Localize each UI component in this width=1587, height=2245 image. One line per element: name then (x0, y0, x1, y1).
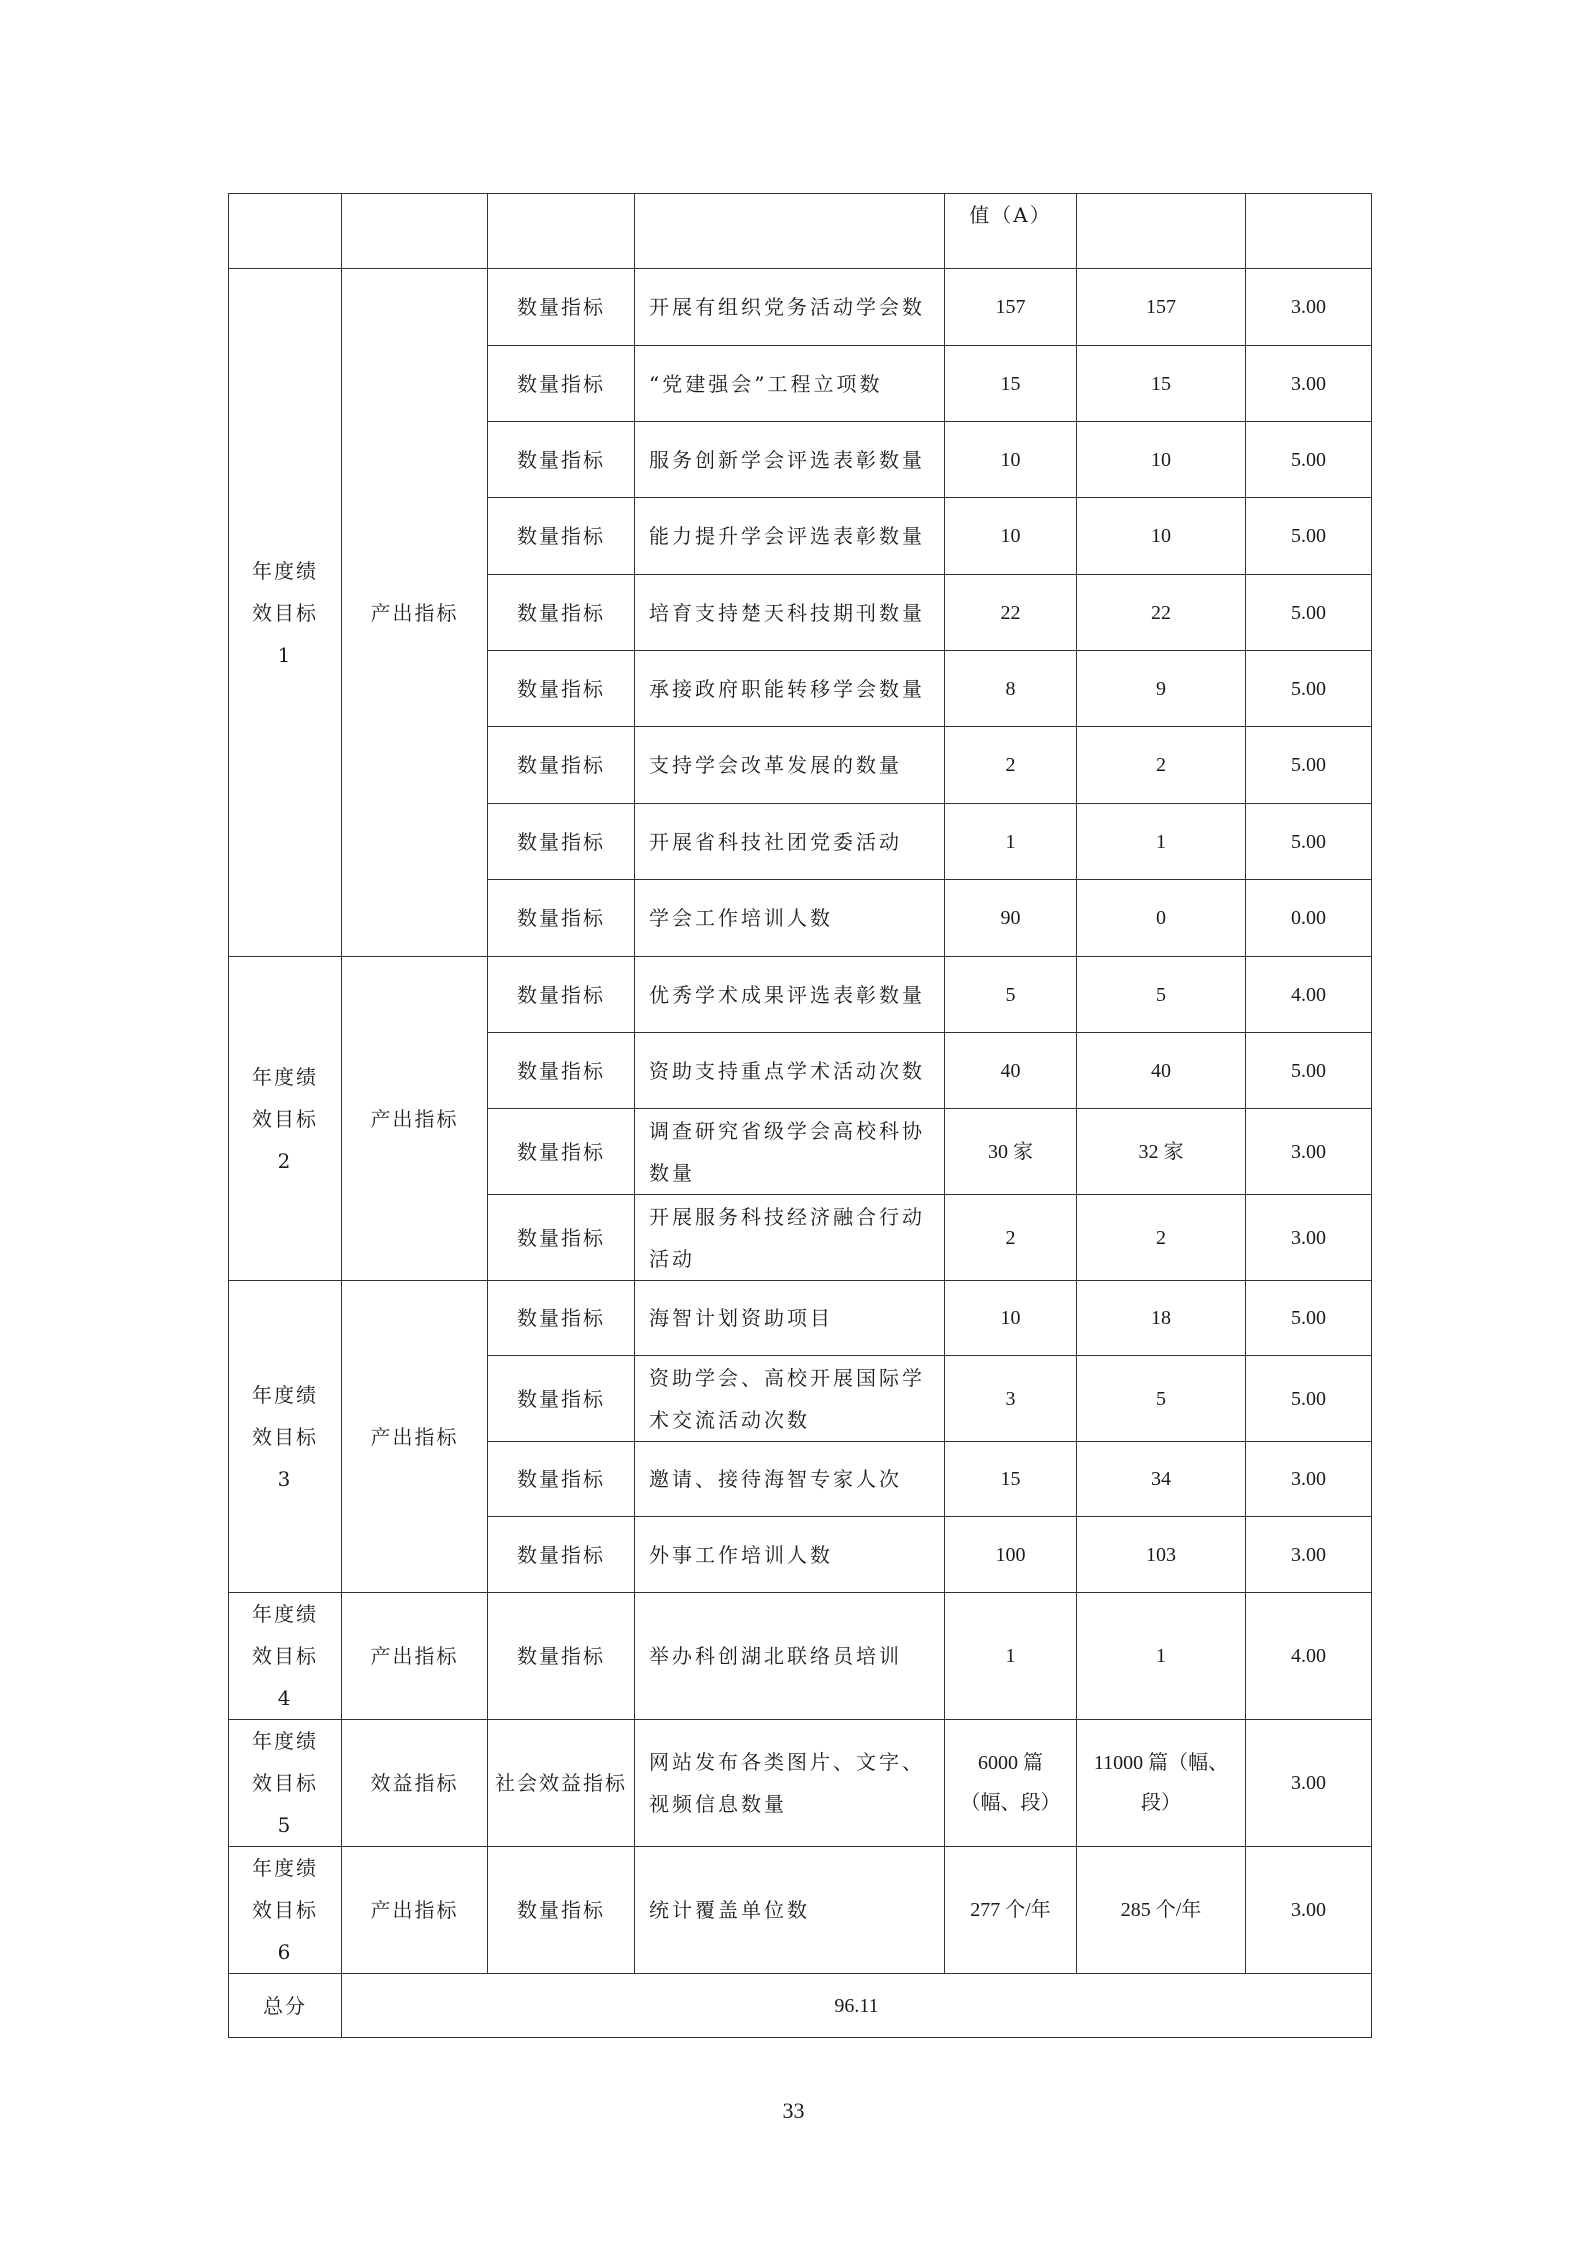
score-cell-text: 5.00 (1291, 448, 1326, 471)
actual-cell-text: 18 (1151, 1307, 1171, 1329)
actual-cell-text: 5 (1156, 983, 1166, 1006)
goal-cell-text: 年度绩效目标 1 (252, 558, 318, 667)
metric-cell-text: “党建强会”工程立项数 (649, 371, 883, 396)
level1-cell (342, 957, 488, 1281)
target-cell (945, 651, 1077, 727)
metric-cell (635, 1033, 945, 1109)
level2-cell-text: 数量指标 (517, 524, 605, 548)
score-cell-text: 3.00 (1291, 1468, 1326, 1490)
score-cell (1246, 957, 1372, 1033)
target-cell (945, 880, 1077, 957)
actual-cell-text: 5 (1156, 1387, 1166, 1410)
table-row (229, 1593, 1372, 1720)
actual-cell-text: 285 个/年 (1120, 1899, 1202, 1921)
level2-cell (488, 346, 635, 422)
target-cell-text: 157 (995, 296, 1026, 318)
goal-cell-text: 年度绩效目标 2 (252, 1064, 318, 1173)
actual-cell-text: 10 (1151, 525, 1171, 547)
metric-cell (635, 1847, 945, 1974)
level2-cell (488, 880, 635, 957)
table-row (229, 957, 1372, 1033)
actual-cell (1077, 269, 1246, 346)
actual-cell (1077, 1033, 1246, 1109)
target-cell-text: 1 (1005, 1645, 1016, 1667)
score-cell (1246, 269, 1372, 346)
target-cell-text: 22 (1000, 601, 1021, 624)
level2-cell (488, 1847, 635, 1974)
metric-cell (635, 1356, 945, 1442)
actual-cell-text: 11000 篇（幅、段） (1093, 1752, 1229, 1814)
metric-cell-text: 网站发布各类图片、文字、视频信息数量 (649, 1750, 925, 1816)
total-label-cell (229, 1974, 342, 2038)
level1-cell (342, 1593, 488, 1720)
level2-cell (488, 1517, 635, 1593)
level2-cell (488, 269, 635, 346)
level2-cell (488, 1356, 635, 1442)
level2-cell (488, 804, 635, 880)
level1-cell (342, 1720, 488, 1847)
target-cell-text: 2 (1005, 754, 1016, 776)
metric-cell-text: 培育支持楚天科技期刊数量 (649, 600, 925, 625)
actual-cell (1077, 1356, 1246, 1442)
header-cell-goal (229, 194, 342, 269)
score-cell (1246, 1720, 1372, 1847)
level2-cell (488, 1281, 635, 1356)
level2-cell-text: 数量指标 (517, 1542, 605, 1567)
score-cell (1246, 1281, 1372, 1356)
actual-cell-text: 22 (1151, 601, 1171, 624)
level2-cell (488, 1593, 635, 1720)
metric-cell (635, 1720, 945, 1847)
metric-cell (635, 1442, 945, 1517)
metric-cell-text: 能力提升学会评选表彰数量 (649, 524, 925, 548)
metric-cell (635, 269, 945, 346)
actual-cell-text: 1 (1156, 1645, 1166, 1667)
level1-cell (342, 269, 488, 957)
metric-cell (635, 1593, 945, 1720)
level2-cell-text: 数量指标 (517, 295, 605, 319)
score-cell-text: 5.00 (1291, 525, 1326, 547)
target-cell-text: 2 (1005, 1226, 1016, 1249)
target-cell-text: 3 (1005, 1387, 1016, 1410)
actual-cell-text: 2 (1156, 1226, 1166, 1249)
level2-cell-text: 数量指标 (517, 371, 605, 396)
metric-cell (635, 957, 945, 1033)
target-cell (945, 1356, 1077, 1442)
score-cell (1246, 575, 1372, 651)
target-cell-text: 6000 篇（幅、段） (960, 1752, 1061, 1814)
target-cell (945, 957, 1077, 1033)
target-cell (945, 1442, 1077, 1517)
level2-cell-text: 数量指标 (517, 447, 605, 472)
level2-cell (488, 498, 635, 575)
goal-cell (229, 1720, 342, 1847)
score-cell (1246, 1356, 1372, 1442)
score-cell-text: 5.00 (1291, 677, 1326, 700)
target-cell (945, 498, 1077, 575)
target-cell (945, 346, 1077, 422)
metric-cell (635, 1109, 945, 1195)
goal-cell (229, 1847, 342, 1974)
target-cell (945, 575, 1077, 651)
table-row (229, 1847, 1372, 1974)
score-cell (1246, 498, 1372, 575)
score-cell-text: 3.00 (1291, 372, 1326, 395)
score-cell-text: 5.00 (1291, 1059, 1326, 1082)
target-cell (945, 727, 1077, 804)
target-cell (945, 1109, 1077, 1195)
level2-cell (488, 422, 635, 498)
table-row (229, 1281, 1372, 1356)
level2-cell-text: 数量指标 (517, 829, 605, 854)
level1-cell-text: 效益指标 (370, 1771, 459, 1795)
metric-cell-text: 优秀学术成果评选表彰数量 (649, 982, 925, 1007)
level2-cell (488, 1195, 635, 1281)
actual-cell (1077, 880, 1246, 957)
actual-cell (1077, 1109, 1246, 1195)
metric-cell (635, 498, 945, 575)
actual-cell-text: 1 (1156, 830, 1166, 853)
target-cell (945, 1593, 1077, 1720)
score-cell (1246, 727, 1372, 804)
score-cell-text: 5.00 (1291, 830, 1326, 853)
actual-cell-text: 15 (1151, 372, 1171, 395)
metric-cell-text: 服务创新学会评选表彰数量 (649, 447, 925, 472)
table-row (229, 269, 1372, 346)
level2-cell (488, 957, 635, 1033)
level1-cell-text: 产出指标 (370, 1106, 459, 1131)
score-cell-text: 5.00 (1291, 1307, 1326, 1329)
score-cell-text: 0.00 (1291, 907, 1326, 929)
metric-cell (635, 1195, 945, 1281)
score-cell (1246, 346, 1372, 422)
goal-cell (229, 1593, 342, 1720)
goal-cell-text: 年度绩效目标 3 (252, 1382, 318, 1491)
target-cell-text: 10 (1000, 525, 1021, 547)
total-value-cell-text: 96.11 (834, 1994, 879, 2017)
actual-cell-text: 34 (1151, 1468, 1171, 1490)
target-cell-text: 100 (995, 1543, 1026, 1566)
header-target-label: 值（A） (969, 203, 1052, 227)
target-cell-text: 10 (1000, 1307, 1021, 1329)
actual-cell (1077, 1593, 1246, 1720)
score-cell-text: 3.00 (1291, 1226, 1326, 1249)
level2-cell (488, 1033, 635, 1109)
level2-cell-text: 数量指标 (517, 1386, 605, 1411)
level2-cell-text: 数量指标 (517, 1225, 605, 1250)
goal-cell (229, 1281, 342, 1593)
score-cell-text: 5.00 (1291, 754, 1326, 776)
metric-cell (635, 651, 945, 727)
level2-cell-text: 数量指标 (517, 1644, 605, 1668)
metric-cell (635, 1281, 945, 1356)
target-cell (945, 804, 1077, 880)
score-cell (1246, 1593, 1372, 1720)
level2-cell-text: 数量指标 (517, 982, 605, 1007)
goal-cell-text: 年度绩效目标 5 (252, 1729, 318, 1837)
score-cell-text: 4.00 (1291, 983, 1326, 1006)
level2-cell-text: 数量指标 (517, 1058, 605, 1083)
metric-cell (635, 804, 945, 880)
metric-cell-text: 开展服务科技经济融合行动活动 (649, 1204, 925, 1271)
actual-cell-text: 9 (1156, 677, 1166, 700)
actual-cell (1077, 498, 1246, 575)
score-cell (1246, 1847, 1372, 1974)
target-cell-text: 15 (1000, 372, 1021, 395)
level2-cell-text: 社会效益指标 (495, 1771, 627, 1795)
total-value-cell (342, 1974, 1372, 2038)
metric-cell (635, 346, 945, 422)
level2-cell-text: 数量指标 (517, 1467, 605, 1491)
metric-cell-text: 外事工作培训人数 (649, 1542, 833, 1567)
score-cell-text: 5.00 (1291, 601, 1326, 624)
target-cell (945, 269, 1077, 346)
metric-cell (635, 1517, 945, 1593)
actual-cell (1077, 957, 1246, 1033)
metric-cell (635, 575, 945, 651)
actual-cell (1077, 1847, 1246, 1974)
actual-cell-text: 103 (1146, 1543, 1176, 1566)
actual-cell-text: 0 (1156, 907, 1166, 929)
score-cell (1246, 804, 1372, 880)
metric-cell (635, 422, 945, 498)
goal-cell-text: 年度绩效目标 4 (252, 1602, 318, 1710)
total-label-cell-text: 总分 (263, 1993, 307, 2018)
score-cell-text: 3.00 (1291, 1772, 1326, 1794)
metric-cell-text: 举办科创湖北联络员培训 (649, 1644, 902, 1668)
metric-cell (635, 727, 945, 804)
level2-cell-text: 数量指标 (517, 753, 605, 777)
actual-cell-text: 2 (1156, 754, 1166, 776)
metric-cell-text: 资助学会、高校开展国际学术交流活动次数 (649, 1365, 925, 1432)
target-cell (945, 1517, 1077, 1593)
header-cell-level1 (342, 194, 488, 269)
level2-cell (488, 575, 635, 651)
actual-cell-text: 32 家 (1138, 1140, 1184, 1163)
target-cell-text: 10 (1000, 448, 1021, 471)
target-cell-text: 90 (1000, 907, 1021, 929)
level2-cell-text: 数量指标 (517, 1898, 605, 1922)
score-cell (1246, 880, 1372, 957)
metric-cell-text: 支持学会改革发展的数量 (649, 753, 902, 777)
actual-cell (1077, 1195, 1246, 1281)
target-cell-text: 5 (1005, 983, 1016, 1006)
level2-cell (488, 1442, 635, 1517)
target-cell (945, 1281, 1077, 1356)
header-cell-metric (635, 194, 945, 269)
performance-table (228, 193, 1372, 2038)
score-cell-text: 5.00 (1291, 1387, 1326, 1410)
level2-cell-text: 数量指标 (517, 1306, 605, 1330)
actual-cell-text: 157 (1146, 296, 1176, 318)
level1-cell-text: 产出指标 (370, 1644, 459, 1668)
actual-cell (1077, 422, 1246, 498)
actual-cell-text: 40 (1151, 1059, 1171, 1082)
level1-cell-text: 产出指标 (370, 1424, 459, 1449)
score-cell-text: 3.00 (1291, 296, 1326, 318)
metric-cell-text: 邀请、接待海智专家人次 (649, 1467, 902, 1491)
target-cell (945, 1720, 1077, 1847)
score-cell (1246, 1442, 1372, 1517)
actual-cell (1077, 346, 1246, 422)
metric-cell-text: 资助支持重点学术活动次数 (649, 1058, 925, 1083)
actual-cell (1077, 1442, 1246, 1517)
actual-cell (1077, 804, 1246, 880)
actual-cell (1077, 1517, 1246, 1593)
goal-cell (229, 957, 342, 1281)
metric-cell (635, 880, 945, 957)
goal-cell (229, 269, 342, 957)
metric-cell-text: 调查研究省级学会高校科协数量 (649, 1118, 925, 1185)
header-cell-target (945, 194, 1077, 269)
score-cell-text: 3.00 (1291, 1543, 1326, 1566)
goal-cell-text: 年度绩效目标 6 (252, 1856, 318, 1964)
header-cell-actual (1077, 194, 1246, 269)
score-cell (1246, 1195, 1372, 1281)
score-cell (1246, 422, 1372, 498)
target-cell-text: 277 个/年 (970, 1899, 1051, 1921)
level2-cell-text: 数量指标 (517, 600, 605, 625)
header-continuation-row (229, 194, 1372, 269)
total-row (229, 1974, 1372, 2038)
target-cell-text: 8 (1005, 677, 1016, 700)
score-cell (1246, 1517, 1372, 1593)
score-cell (1246, 651, 1372, 727)
metric-cell-text: 承接政府职能转移学会数量 (649, 676, 925, 701)
target-cell-text: 30 家 (988, 1140, 1033, 1163)
metric-cell-text: 统计覆盖单位数 (649, 1898, 810, 1922)
metric-cell-text: 海智计划资助项目 (649, 1306, 833, 1330)
level2-cell (488, 727, 635, 804)
target-cell (945, 1195, 1077, 1281)
table-row (229, 1720, 1372, 1847)
actual-cell (1077, 727, 1246, 804)
metric-cell-text: 开展有组织党务活动学会数 (649, 295, 925, 319)
actual-cell (1077, 1720, 1246, 1847)
target-cell-text: 1 (1005, 830, 1016, 853)
header-cell-score (1246, 194, 1372, 269)
header-cell-level2 (488, 194, 635, 269)
page-number: 33 (782, 2098, 805, 2123)
level1-cell-text: 产出指标 (370, 600, 459, 625)
target-cell-text: 15 (1000, 1468, 1021, 1490)
metric-cell-text: 开展省科技社团党委活动 (649, 829, 902, 854)
score-cell-text: 3.00 (1291, 1140, 1326, 1163)
actual-cell-text: 10 (1151, 448, 1171, 471)
score-cell (1246, 1033, 1372, 1109)
level1-cell (342, 1281, 488, 1593)
target-cell (945, 1033, 1077, 1109)
target-cell-text: 40 (1000, 1059, 1021, 1082)
score-cell-text: 4.00 (1291, 1645, 1326, 1667)
level2-cell (488, 1720, 635, 1847)
actual-cell (1077, 1281, 1246, 1356)
score-cell-text: 3.00 (1291, 1899, 1326, 1921)
level2-cell-text: 数量指标 (517, 676, 605, 701)
score-cell (1246, 1109, 1372, 1195)
level2-cell-text: 数量指标 (517, 906, 605, 930)
level2-cell (488, 651, 635, 727)
level2-cell-text: 数量指标 (517, 1139, 605, 1164)
target-cell (945, 1847, 1077, 1974)
level1-cell (342, 1847, 488, 1974)
target-cell (945, 422, 1077, 498)
actual-cell (1077, 651, 1246, 727)
level2-cell (488, 1109, 635, 1195)
metric-cell-text: 学会工作培训人数 (649, 906, 833, 930)
actual-cell (1077, 575, 1246, 651)
level1-cell-text: 产出指标 (370, 1898, 459, 1922)
